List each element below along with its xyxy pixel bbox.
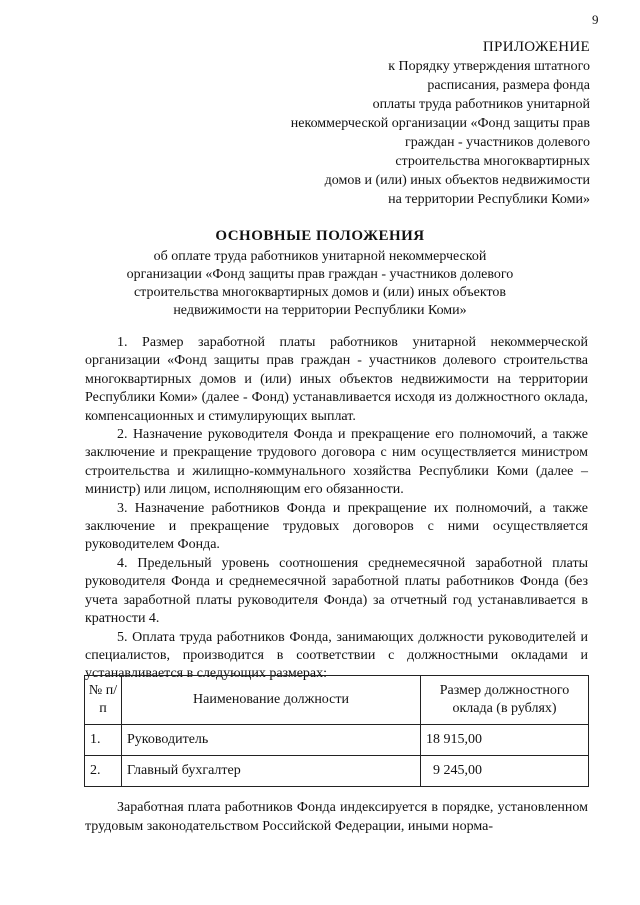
table-header-row bbox=[85, 676, 589, 725]
header-salary: Размер должностного оклада (в рублях) bbox=[421, 676, 589, 725]
appendix-line: оплаты труда работников унитарной bbox=[372, 97, 590, 112]
salary-table bbox=[84, 675, 589, 787]
paragraph-2: 2. Назначение руководителя Фонда и прекращение его полномочий, а также заключение и прекращение трудового договора с ним осуществляется министром строительства и жилищно-коммунального хозяйства Республики Коми (далее – министр) или лицом, исполняющим его обязанности. bbox=[85, 427, 588, 498]
footer-text bbox=[85, 798, 588, 836]
appendix-line: строительства многоквартирных bbox=[395, 154, 590, 169]
appendix-line: к Порядку утверждения штатного bbox=[388, 59, 590, 74]
document-subheading bbox=[0, 248, 640, 320]
subheading-line: об оплате труда работников унитарной некоммерческой bbox=[153, 249, 487, 264]
page-number: 9 bbox=[592, 12, 599, 27]
subheading-line: недвижимости на территории Республики Коми» bbox=[173, 303, 467, 318]
subheading-line: строительства многоквартирных домов и (или) иных объектов bbox=[133, 285, 507, 300]
cell-salary: 18 915,00 bbox=[421, 725, 589, 756]
header-number: № п/п bbox=[85, 676, 122, 725]
appendix-title: ПРИЛОЖЕНИЕ bbox=[482, 39, 590, 55]
subheading-line: организации «Фонд защиты прав граждан - участников долевого bbox=[126, 267, 514, 282]
body-text bbox=[85, 334, 588, 684]
cell-number: 2. bbox=[85, 756, 122, 787]
appendix-line: некоммерческой организации «Фонд защиты прав bbox=[290, 116, 590, 131]
header-position: Наименование должности bbox=[122, 676, 421, 725]
paragraph-1: 1. Размер заработной платы работников унитарной некоммерческой организации «Фонд защиты прав граждан - участников долевого строительства многоквартирных домов и (или) иных объектов недвижимости на территории Республики Коми» (далее - Фонд) устанавливается исходя из должностного оклада, компенсационных и стимулирующих выплат. bbox=[85, 335, 588, 424]
paragraph-3: 3. Назначение работников Фонда и прекращение их полномочий, а также заключение и прекращение трудовых договоров с ними осуществляется руководителем Фонда. bbox=[85, 500, 588, 553]
appendix-line: граждан - участников долевого bbox=[405, 135, 590, 150]
appendix-line: на территории Республики Коми» bbox=[388, 192, 590, 207]
cell-number: 1. bbox=[85, 725, 122, 756]
paragraph-5: 5. Оплата труда работников Фонда, занимающих должности руководителей и специалистов, производится в соответствии с должностными окладами и устанавливается в следующих размерах: bbox=[85, 629, 588, 682]
cell-salary: 9 245,00 bbox=[421, 756, 589, 787]
appendix-line: домов и (или) иных объектов недвижимости bbox=[324, 173, 590, 188]
cell-position: Руководитель bbox=[122, 725, 421, 756]
paragraph-4: 4. Предельный уровень соотношения среднемесячной заработной платы руководителя Фонда и среднемесячной заработной платы работников Фонда (без учета заработной платы руководителя Фонда) за отчетный год устанавливается в кратности 4. bbox=[85, 555, 588, 627]
cell-position: Главный бухгалтер bbox=[122, 756, 421, 787]
table-row bbox=[85, 725, 589, 756]
table-row bbox=[85, 756, 589, 787]
appendix-line: расписания, размера фонда bbox=[427, 78, 590, 93]
appendix-block bbox=[250, 38, 590, 209]
document-heading: ОСНОВНЫЕ ПОЛОЖЕНИЯ bbox=[215, 228, 425, 244]
footer-paragraph: Заработная плата работников Фонда индексируется в порядке, установленном трудовым законодательством Российской Федерации, иными норма- bbox=[85, 800, 588, 834]
